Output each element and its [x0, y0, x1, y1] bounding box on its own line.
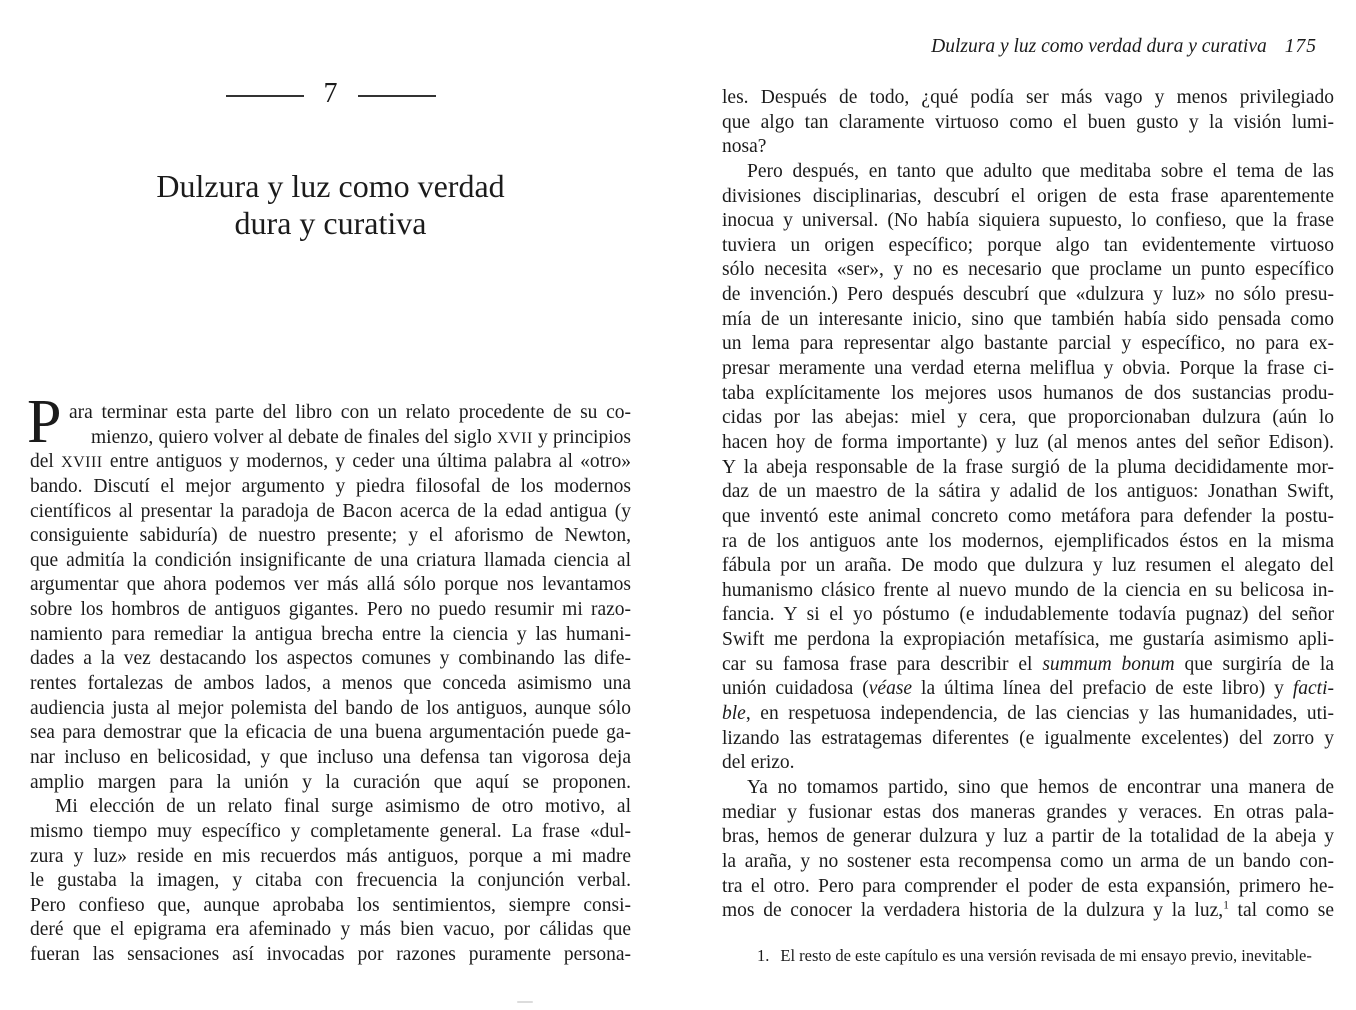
- italic-phrase: ble: [722, 703, 746, 725]
- text-line: fábula por un araña. De modo que dulzura y luz resumen el alegato del: [722, 555, 1334, 577]
- footnote-text: El resto de este capítulo es una versión revisada de mi ensayo previo, inevitable-: [780, 946, 1312, 965]
- text-line: le gustaba la imagen, y citaba con frecuencia la conjunción verbal.: [30, 870, 631, 892]
- text-line: nar incluso en belicosidad, y que incluso una defensa tan vigorosa deja: [30, 746, 631, 768]
- text-line: presar meramente una verdad eterna meliflua y obvia. Porque la frase ci-: [722, 358, 1334, 380]
- chapter-title-line-2: dura y curativa: [234, 205, 427, 241]
- text-line: humanismo clásico frente al nuevo mundo de la ciencia en su belicosa in-: [722, 579, 1334, 601]
- text-line: científicos al presentar la paradoja de Bacon acerca de la edad antigua (y: [30, 500, 631, 522]
- text-line: unión cuidadosa (véase la última línea del prefacio de este libro) y facti-: [722, 678, 1334, 700]
- chapter-rule-right: [358, 95, 436, 97]
- text-line: sea para demostrar que la eficacia de una buena argumentación puede ga-: [30, 722, 631, 744]
- text-line: Pero confieso que, aunque aprobaba los sentimientos, siempre consi-: [30, 894, 631, 916]
- text-line: fueran las sensaciones así invocadas por razones puramente persona-: [30, 944, 631, 966]
- text-line: ble, en respetuosa independencia, de las ciencias y las humanidades, uti-: [722, 703, 1334, 725]
- chapter-title-line-1: Dulzura y luz como verdad: [156, 168, 505, 204]
- text-line: que algo tan claramente virtuoso como el buen gusto y la visión lumi-: [722, 111, 1334, 133]
- text-line: mía de un interesante inicio, sino que también había sido pensada como: [722, 308, 1334, 330]
- text-line: les. Después de todo, ¿qué podía ser más vago y menos privilegiado: [722, 87, 1334, 108]
- text-line: del XVIII entre antiguos y modernos, y ceder una última palabra al «otro»: [30, 451, 631, 473]
- text-line: namiento para remediar la antigua brecha entre la ciencia y las humani-: [30, 623, 631, 645]
- text-line: deré que el epigrama era afeminado y más bien vacuo, por cálidas que: [30, 919, 631, 941]
- text-line: Ya no tomamos partido, sino que hemos de encontrar una manera de: [747, 776, 1334, 798]
- text-line: que admitía la condición insignificante de una criatura llamada ciencia al: [30, 549, 631, 571]
- text-line: daz de un maestro de la sátira y adalid de los antiguos: Jonathan Swift,: [722, 481, 1334, 503]
- paragraph: [27, 388, 631, 795]
- text-line: rentes fortalezas de ambos lados, a menos que conceda asimismo una: [30, 673, 631, 695]
- running-header-title: Dulzura y luz como verdad dura y curativa: [931, 36, 1267, 57]
- text-line: de invención.) Pero después descubrí que «dulzura y luz» no sólo presu-: [722, 284, 1334, 306]
- text-line: lizando las estratagemas diferentes (e igualmente excelentes) del zorro y: [722, 727, 1334, 749]
- italic-phrase: summum bonum: [1042, 653, 1175, 675]
- text-line: bras, hemos de generar dulzura y luz a partir de la totalidad de la abeja y: [722, 826, 1334, 848]
- chapter-number: 7: [323, 78, 338, 109]
- scan-artifact: [517, 1001, 533, 1003]
- running-header: [931, 36, 1317, 58]
- footnote-marker: 1.: [757, 946, 770, 965]
- text-line: inocua y universal. (No había siquiera supuesto, lo confieso, que la frase: [722, 210, 1334, 232]
- page-number: 175: [1284, 36, 1317, 57]
- text-line: dades a la vez destacando los aspectos comunes y combinando las dife-: [30, 648, 631, 670]
- text-line: amplio margen para la unión y la curación que aquí se proponen.: [30, 771, 631, 793]
- text-line: sobre los hombros de antiguos gigantes. Pero no puedo resumir mi razo-: [30, 599, 631, 621]
- text-line: cidas por las abejas: miel y cera, que proporcionaban dulzura (aún lo: [722, 407, 1334, 429]
- text-line: car su famosa frase para describir el summum bonum que surgiría de la: [722, 653, 1334, 675]
- chapter-heading: [30, 80, 631, 112]
- text-line: audiencia justa al mejor polemista del bando de los antiguos, aunque sólo: [30, 697, 631, 719]
- chapter-title: [30, 168, 631, 242]
- text-line: mediar y fusionar estas dos maneras grandes y veraces. En otras pala-: [722, 801, 1334, 823]
- text-line: que inventó este animal concreto como metáfora para defender la postu-: [722, 505, 1334, 527]
- footnote: [757, 945, 1337, 966]
- text-line: tra el otro. Pero para comprender el poder de esta expansión, primero he-: [722, 875, 1334, 897]
- paragraph: [722, 160, 1334, 776]
- drop-cap: P: [27, 388, 62, 456]
- text-line: del erizo.: [722, 752, 795, 774]
- text-line: divisiones disciplinarias, descubrí el origen de esta frase aparentemente: [722, 185, 1334, 207]
- text-line: Pero después, en tanto que adulto que meditaba sobre el tema de las: [747, 160, 1334, 182]
- text-line: un lema para representar algo bastante parcial y específico, no para ex-: [722, 333, 1334, 355]
- text-line: taba explícitamente los mejores usos humanos de dos sustancias produ-: [722, 382, 1334, 404]
- text-line: Y la abeja responsable de la frase surgió de la pluma decididamente mor-: [722, 456, 1334, 478]
- text-line: bando. Discutí el mejor argumento y piedra filosofal de los modernos: [30, 475, 631, 497]
- text-line: mos de conocer la verdadera historia de la dulzura y la luz,$^1$ tal como se: [722, 899, 1334, 922]
- italic-phrase: facti-: [1292, 678, 1334, 700]
- italic-phrase: véase: [868, 678, 913, 700]
- text-line: sólo necesita «ser», y no es necesario que proclame un punto específico: [722, 259, 1334, 281]
- paragraph: [722, 776, 1334, 924]
- right-page-text-column: [722, 86, 1334, 924]
- text-line: mienzo, quiero volver al debate de finales del siglo XVII y principios: [91, 426, 631, 448]
- paragraph: [722, 86, 1334, 160]
- text-line: zura y luz» reside en mis recuerdos más antiguos, porque a mi madre: [30, 845, 631, 867]
- text-line: Mi elección de un relato final surge asimismo de otro motivo, al: [55, 796, 631, 818]
- text-line: ra de los antiguos ante los modernos, ejemplificados éstos en la misma: [722, 530, 1334, 552]
- text-line: argumentar que ahora podemos ver más allá sólo porque nos levantamos: [30, 574, 631, 596]
- footnote-reference: 1: [1223, 899, 1229, 912]
- text-line: fancia. Y si el yo póstumo (e indudablemente todavía pugnaz) del señor: [722, 604, 1334, 626]
- paragraph: [30, 795, 631, 967]
- text-line: hacen hoy de forma importante) y luz (al menos antes del señor Edison).: [722, 431, 1334, 453]
- text-line: la araña, y no sostener esta recompensa como un arma de un bando con-: [722, 850, 1334, 872]
- text-line: ara terminar esta parte del libro con un relato procedente de su co-: [69, 402, 631, 423]
- text-line: tuviera un origen específico; porque algo tan evidentemente virtuoso: [722, 234, 1334, 256]
- text-line: consiguiente sabiduría) de nuestro presente; y el aforismo de Newton,: [30, 525, 631, 547]
- chapter-rule-left: [226, 95, 304, 97]
- text-line: nosa?: [722, 136, 767, 158]
- left-page-text-column: [27, 388, 631, 968]
- small-caps-numeral: XVII: [497, 429, 533, 447]
- text-line: mismo tiempo muy específico y completamente general. La frase «dul-: [30, 820, 631, 842]
- small-caps-numeral: XVIII: [61, 454, 103, 472]
- text-line: Swift me perdona la expropiación metafísica, me gustaría asimismo apli-: [722, 629, 1334, 651]
